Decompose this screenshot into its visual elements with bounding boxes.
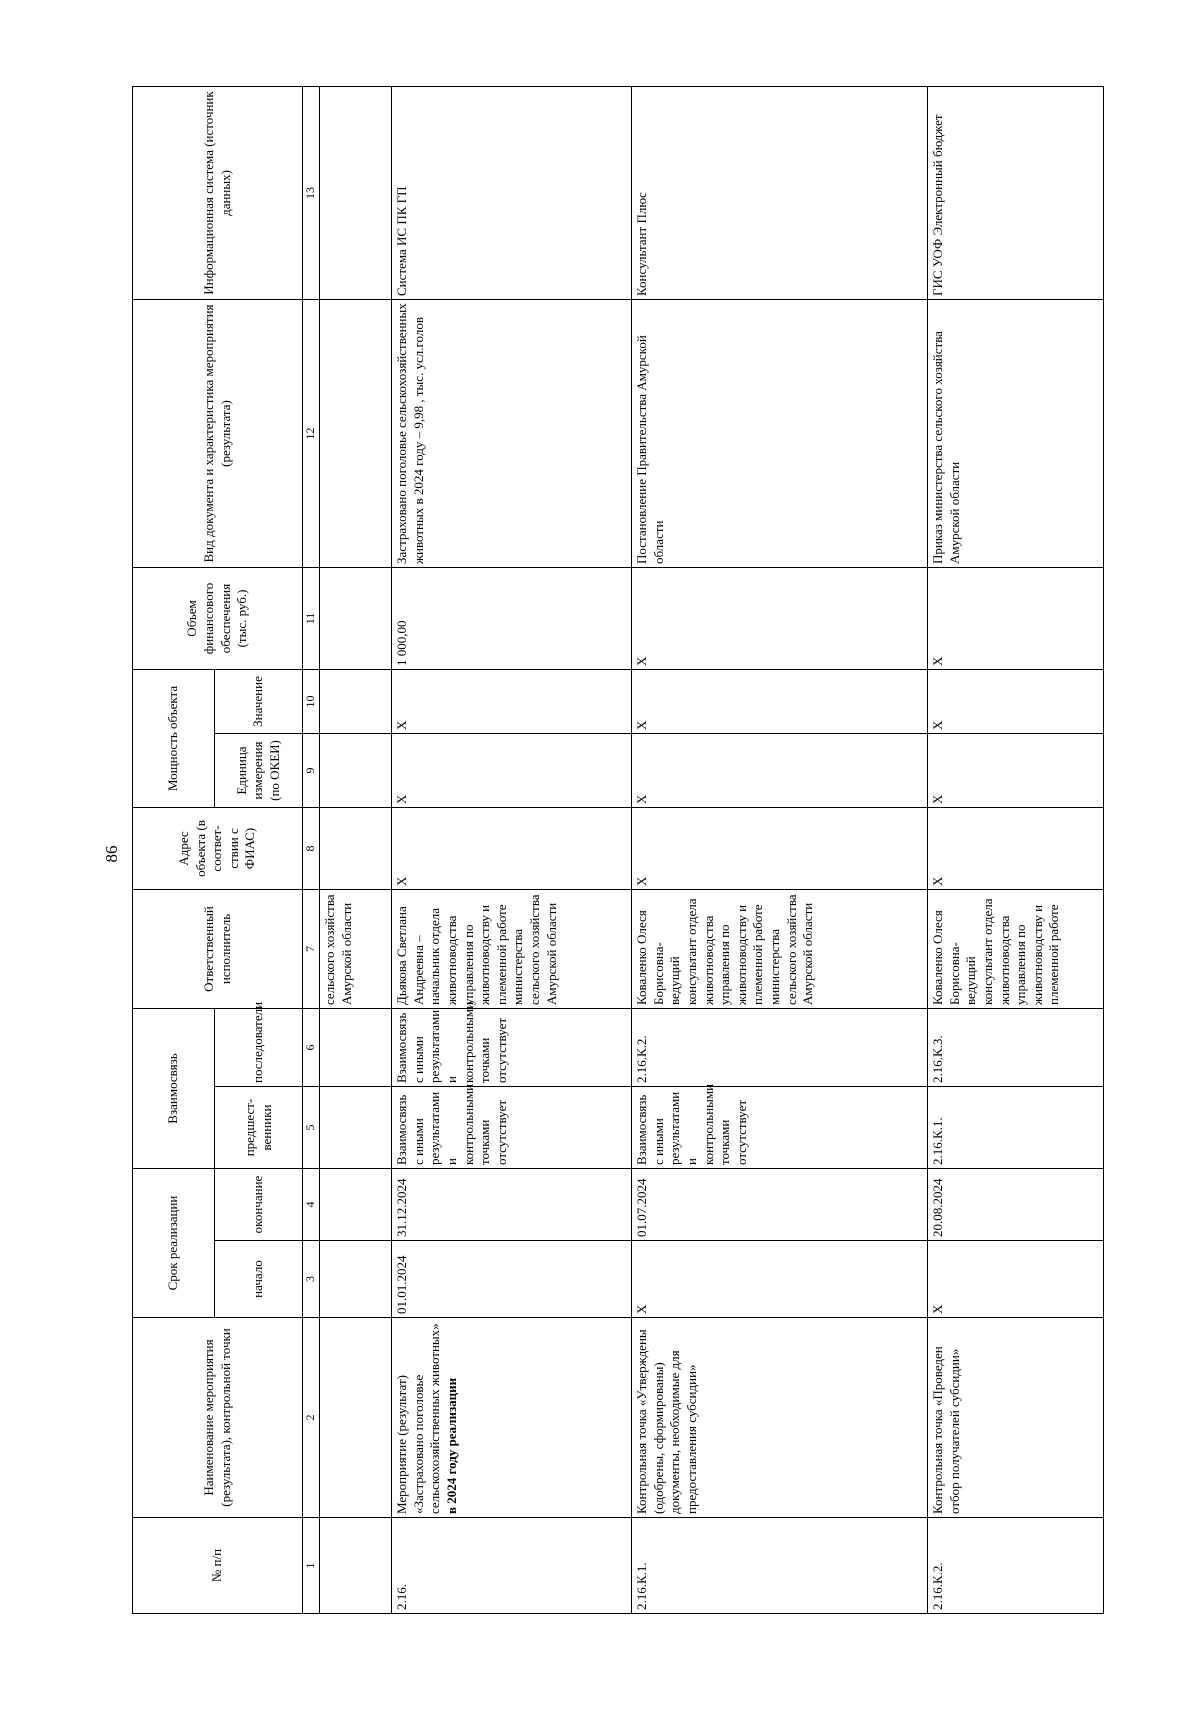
cell-address: X bbox=[928, 808, 1104, 890]
col-number: 3 bbox=[303, 1241, 320, 1318]
cell-name-text: Контрольная точка «Утверждены (одобрены, сформированы) документы, необходимые для предоставления субсидии» bbox=[634, 1329, 699, 1514]
page-number: 86 bbox=[102, 845, 121, 863]
cell-successors bbox=[320, 1009, 392, 1087]
col-number: 12 bbox=[303, 299, 320, 567]
cell-document: Постановление Правительства Амурской области bbox=[632, 299, 928, 567]
rotated-page bbox=[132, 87, 1141, 1614]
cell-number: 2.16.К.1. bbox=[632, 1518, 928, 1614]
cell-predecessors: Взаимосвязь с иными результатами и контрольными точками отсутствует bbox=[632, 1087, 928, 1169]
cell-responsible: Коваленко Олеся Борисовна- ведущий консультант отдела животноводства управления по животноводству и племенной работе bbox=[928, 890, 1104, 1009]
cell-name-bold: в 2024 году реализации bbox=[443, 1377, 459, 1514]
header-col-finance: Объем финансового обеспечения (тыс. руб.) bbox=[133, 567, 303, 669]
cell-end: 31.12.2024 bbox=[392, 1169, 632, 1241]
header-col-responsible: Ответственный исполнитель bbox=[133, 890, 303, 1009]
cell-end bbox=[320, 1169, 392, 1241]
col-number: 4 bbox=[303, 1169, 320, 1241]
cell-document: Застраховано поголовье сельскохозяйственных животных в 2024 году – 9,98 , тыс. усл.голов bbox=[392, 299, 632, 567]
cell-document bbox=[320, 299, 392, 567]
table-row bbox=[392, 86, 632, 1613]
cell-document: Приказ министерства сельского хозяйства Амурской области bbox=[928, 299, 1104, 567]
activities-table bbox=[132, 86, 1104, 1614]
cell-unit: X bbox=[928, 734, 1104, 808]
cell-address: X bbox=[632, 808, 928, 890]
cell-name-text: Мероприятие (результат) «Застраховано поголовье сельскохозяйственных животных» bbox=[394, 1323, 443, 1514]
col-number: 6 bbox=[303, 1009, 320, 1087]
header-nachalo: начало bbox=[215, 1241, 303, 1318]
col-number: 7 bbox=[303, 890, 320, 1009]
cell-start: X bbox=[928, 1241, 1104, 1318]
cell-name-text: Контрольная точка «Проведен отбор получателей субсидии» bbox=[930, 1346, 962, 1514]
cell-number: 2.16.К.2. bbox=[928, 1518, 1104, 1614]
cell-name bbox=[632, 1318, 928, 1518]
cell-finance: 1 000,00 bbox=[392, 567, 632, 669]
header-moshchnost: Мощность объекта bbox=[133, 669, 215, 807]
header-znachenie: Значение bbox=[215, 669, 303, 733]
cell-unit bbox=[320, 734, 392, 808]
table-row bbox=[928, 86, 1104, 1613]
cell-value: X bbox=[928, 669, 1104, 733]
cell-infosystem: Система ИС ПК ГП bbox=[392, 86, 632, 299]
cell-start: 01.01.2024 bbox=[392, 1241, 632, 1318]
table-row bbox=[320, 86, 392, 1613]
cell-finance: X bbox=[632, 567, 928, 669]
col-number: 13 bbox=[303, 86, 320, 299]
cell-value: X bbox=[392, 669, 632, 733]
cell-address bbox=[320, 808, 392, 890]
header-okonchanie: окончание bbox=[215, 1169, 303, 1241]
col-number: 5 bbox=[303, 1087, 320, 1169]
col-number: 10 bbox=[303, 669, 320, 733]
cell-number: 2.16. bbox=[392, 1518, 632, 1614]
cell-successors: 2.16.К.3. bbox=[928, 1009, 1104, 1087]
cell-address: X bbox=[392, 808, 632, 890]
cell-predecessors bbox=[320, 1087, 392, 1169]
header-col-address: Адрес объекта (в соответ-ствии с ФИАС) bbox=[133, 808, 303, 890]
cell-name bbox=[928, 1318, 1104, 1518]
cell-start: X bbox=[632, 1241, 928, 1318]
header-edinica: Единица измерения (по ОКЕИ) bbox=[215, 734, 303, 808]
header-vzaimosvyaz: Взаимосвязь bbox=[133, 1009, 215, 1169]
cell-responsible: Дьякова Светлана Андреевна – начальник отдела животноводства управления по животноводству и племенной работе министерства сельского хозяйства Амурской области bbox=[392, 890, 632, 1009]
cell-end: 01.07.2024 bbox=[632, 1169, 928, 1241]
cell-unit: X bbox=[632, 734, 928, 808]
header-posledovateli: последователи bbox=[215, 1009, 303, 1087]
header-col-name: Наименование мероприятия (результата), контрольной точки bbox=[133, 1318, 303, 1518]
header-col-infosystem: Информационная система (источник данных) bbox=[133, 86, 303, 299]
cell-name bbox=[320, 1318, 392, 1518]
cell-value: X bbox=[632, 669, 928, 733]
cell-value bbox=[320, 669, 392, 733]
col-number: 2 bbox=[303, 1318, 320, 1518]
cell-predecessors: Взаимосвязь с иными результатами и контрольными точками отсутствует bbox=[392, 1087, 632, 1169]
cell-number bbox=[320, 1518, 392, 1614]
cell-end: 20.08.2024 bbox=[928, 1169, 1104, 1241]
cell-finance: X bbox=[928, 567, 1104, 669]
cell-unit: X bbox=[392, 734, 632, 808]
col-number: 8 bbox=[303, 808, 320, 890]
header-col-number: № п/п bbox=[133, 1518, 303, 1614]
cell-infosystem: Консультант Плюс bbox=[632, 86, 928, 299]
column-numbers-row bbox=[303, 86, 320, 1613]
cell-responsible: сельского хозяйства Амурской области bbox=[320, 890, 392, 1009]
header-predshestvenniki: предшест-венники bbox=[215, 1087, 303, 1169]
cell-predecessors: 2.16.К.1. bbox=[928, 1087, 1104, 1169]
header-col-document: Вид документа и характеристика мероприятия (результата) bbox=[133, 299, 303, 567]
cell-infosystem bbox=[320, 86, 392, 299]
cell-responsible: Коваленко Олеся Борисовна- ведущий консультант отдела животноводства управления по животноводству и племенной работе министерства сельского хозяйства Амурской области bbox=[632, 890, 928, 1009]
col-number: 11 bbox=[303, 567, 320, 669]
col-number: 9 bbox=[303, 734, 320, 808]
cell-infosystem: ГИС УОФ Электронный бюджет bbox=[928, 86, 1104, 299]
cell-successors: 2.16.К.2. bbox=[632, 1009, 928, 1087]
table-row bbox=[632, 86, 928, 1613]
header-srok: Срок реализации bbox=[133, 1169, 215, 1318]
cell-name bbox=[392, 1318, 632, 1518]
table-header bbox=[133, 86, 320, 1613]
col-number: 1 bbox=[303, 1518, 320, 1614]
cell-start bbox=[320, 1241, 392, 1318]
cell-finance bbox=[320, 567, 392, 669]
cell-successors: Взаимосвязь с иными результатами и контрольными точками отсутствует bbox=[392, 1009, 632, 1087]
